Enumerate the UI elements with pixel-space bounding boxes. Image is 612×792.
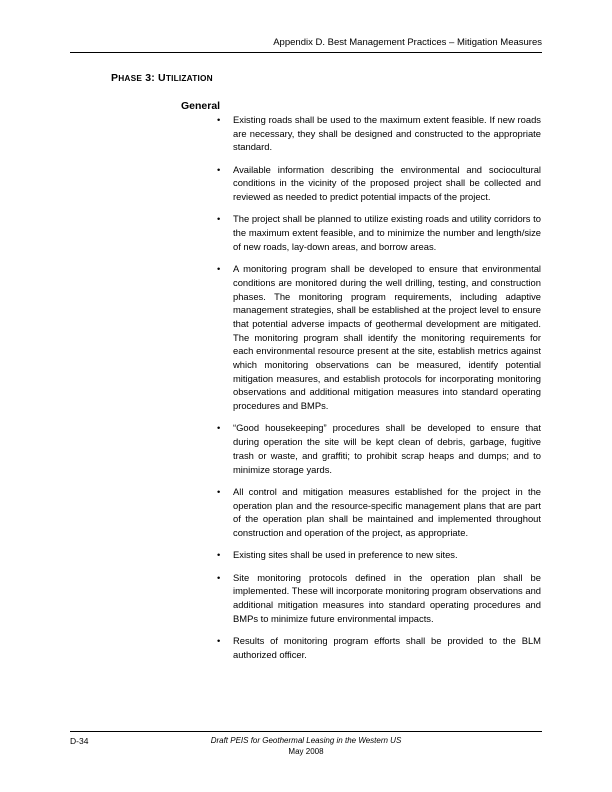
bullet-icon: • bbox=[217, 422, 221, 434]
section-heading: General bbox=[181, 100, 221, 112]
list-item-text: The project shall be planned to utilize existing roads and utility corridors to the maximum extent feasible, and to minimize the number and length/size of new roads, lay-down areas, and borrow areas. bbox=[233, 213, 541, 252]
list-item-text: All control and mitigation measures established for the project in the operation plan and the resource-specific management plans that are part of the operation plan shall be maintained and implemented throughout construction and operation of the project, as appropriate. bbox=[233, 485, 541, 538]
list-item bbox=[214, 634, 541, 661]
list-item-text: Available information describing the environmental and sociocultural conditions in the vicinity of the proposed project shall be collected and reviewed as needed to predict potential impacts of the project. bbox=[233, 163, 541, 203]
phase-title-initial: P bbox=[111, 72, 119, 84]
bullet-icon: • bbox=[217, 213, 221, 225]
bullet-icon: • bbox=[217, 549, 221, 561]
list-item-text: Existing roads shall be used to the maximum extent feasible. If new roads are necessary, they shall be designed and constructed to the appropriate standard. bbox=[233, 114, 541, 153]
phase-title-smallcaps-2: TILIZATION bbox=[165, 73, 213, 83]
bullet-icon: • bbox=[217, 263, 221, 275]
page-number: D-34 bbox=[70, 736, 89, 746]
list-item-text: Site monitoring protocols defined in the operation plan shall be implemented. These will incorporate monitoring program observations and additional mitigation measures into standard operating procedures and BMPs to minimize future environmental impacts. bbox=[233, 571, 541, 624]
list-item bbox=[214, 113, 541, 154]
list-item bbox=[214, 262, 541, 413]
bullet-list bbox=[214, 113, 541, 670]
document-date: May 2008 bbox=[288, 747, 324, 756]
header-divider bbox=[70, 52, 542, 53]
bullet-icon: • bbox=[217, 114, 221, 125]
list-item bbox=[214, 571, 541, 626]
phase-title-smallcaps: HASE bbox=[118, 73, 143, 83]
bullet-icon: • bbox=[217, 163, 221, 175]
list-item bbox=[214, 548, 541, 562]
list-item bbox=[214, 421, 541, 476]
list-item-text: Results of monitoring program efforts shall be provided to the BLM authorized officer. bbox=[233, 634, 541, 660]
document-title: Draft PEIS for Geothermal Leasing in the Western US bbox=[210, 736, 402, 745]
bullet-icon: • bbox=[217, 571, 221, 583]
running-header: Appendix D. Best Management Practices – Mitigation Measures bbox=[273, 37, 542, 48]
bullet-icon: • bbox=[217, 485, 221, 497]
list-item-text: Existing sites shall be used in preference to new sites. bbox=[233, 549, 458, 561]
phase-title-number: 3: U bbox=[142, 72, 166, 84]
list-item-text: “Good housekeeping” procedures shall be developed to ensure that during operation the site will be kept clean of debris, garbage, fugitive trash or waste, and graffiti; to prohibit scrap heaps and dumps; and to minimize storage yards. bbox=[233, 422, 541, 475]
phase-title bbox=[111, 72, 213, 84]
list-item bbox=[214, 485, 541, 540]
bullet-icon: • bbox=[217, 634, 221, 646]
list-item bbox=[214, 212, 541, 253]
list-item-text: A monitoring program shall be developed to ensure that environmental conditions are monitored during the well drilling, testing, and construction phases. The monitoring program requirements, including adaptive management strategies, shall be established at the project level to ensure that potential adverse impacts of geothermal development are mitigated. The monitoring program shall identify the monitoring requirements for each environmental resource present at the site, establish metrics against which monitoring observations can be measured, identify potential mitigation measures, and establish protocols for incorporating monitoring observations and additional mitigation measures into standard operating procedures and BMPs. bbox=[233, 263, 541, 412]
footer-divider bbox=[70, 731, 542, 732]
list-item bbox=[214, 163, 541, 204]
